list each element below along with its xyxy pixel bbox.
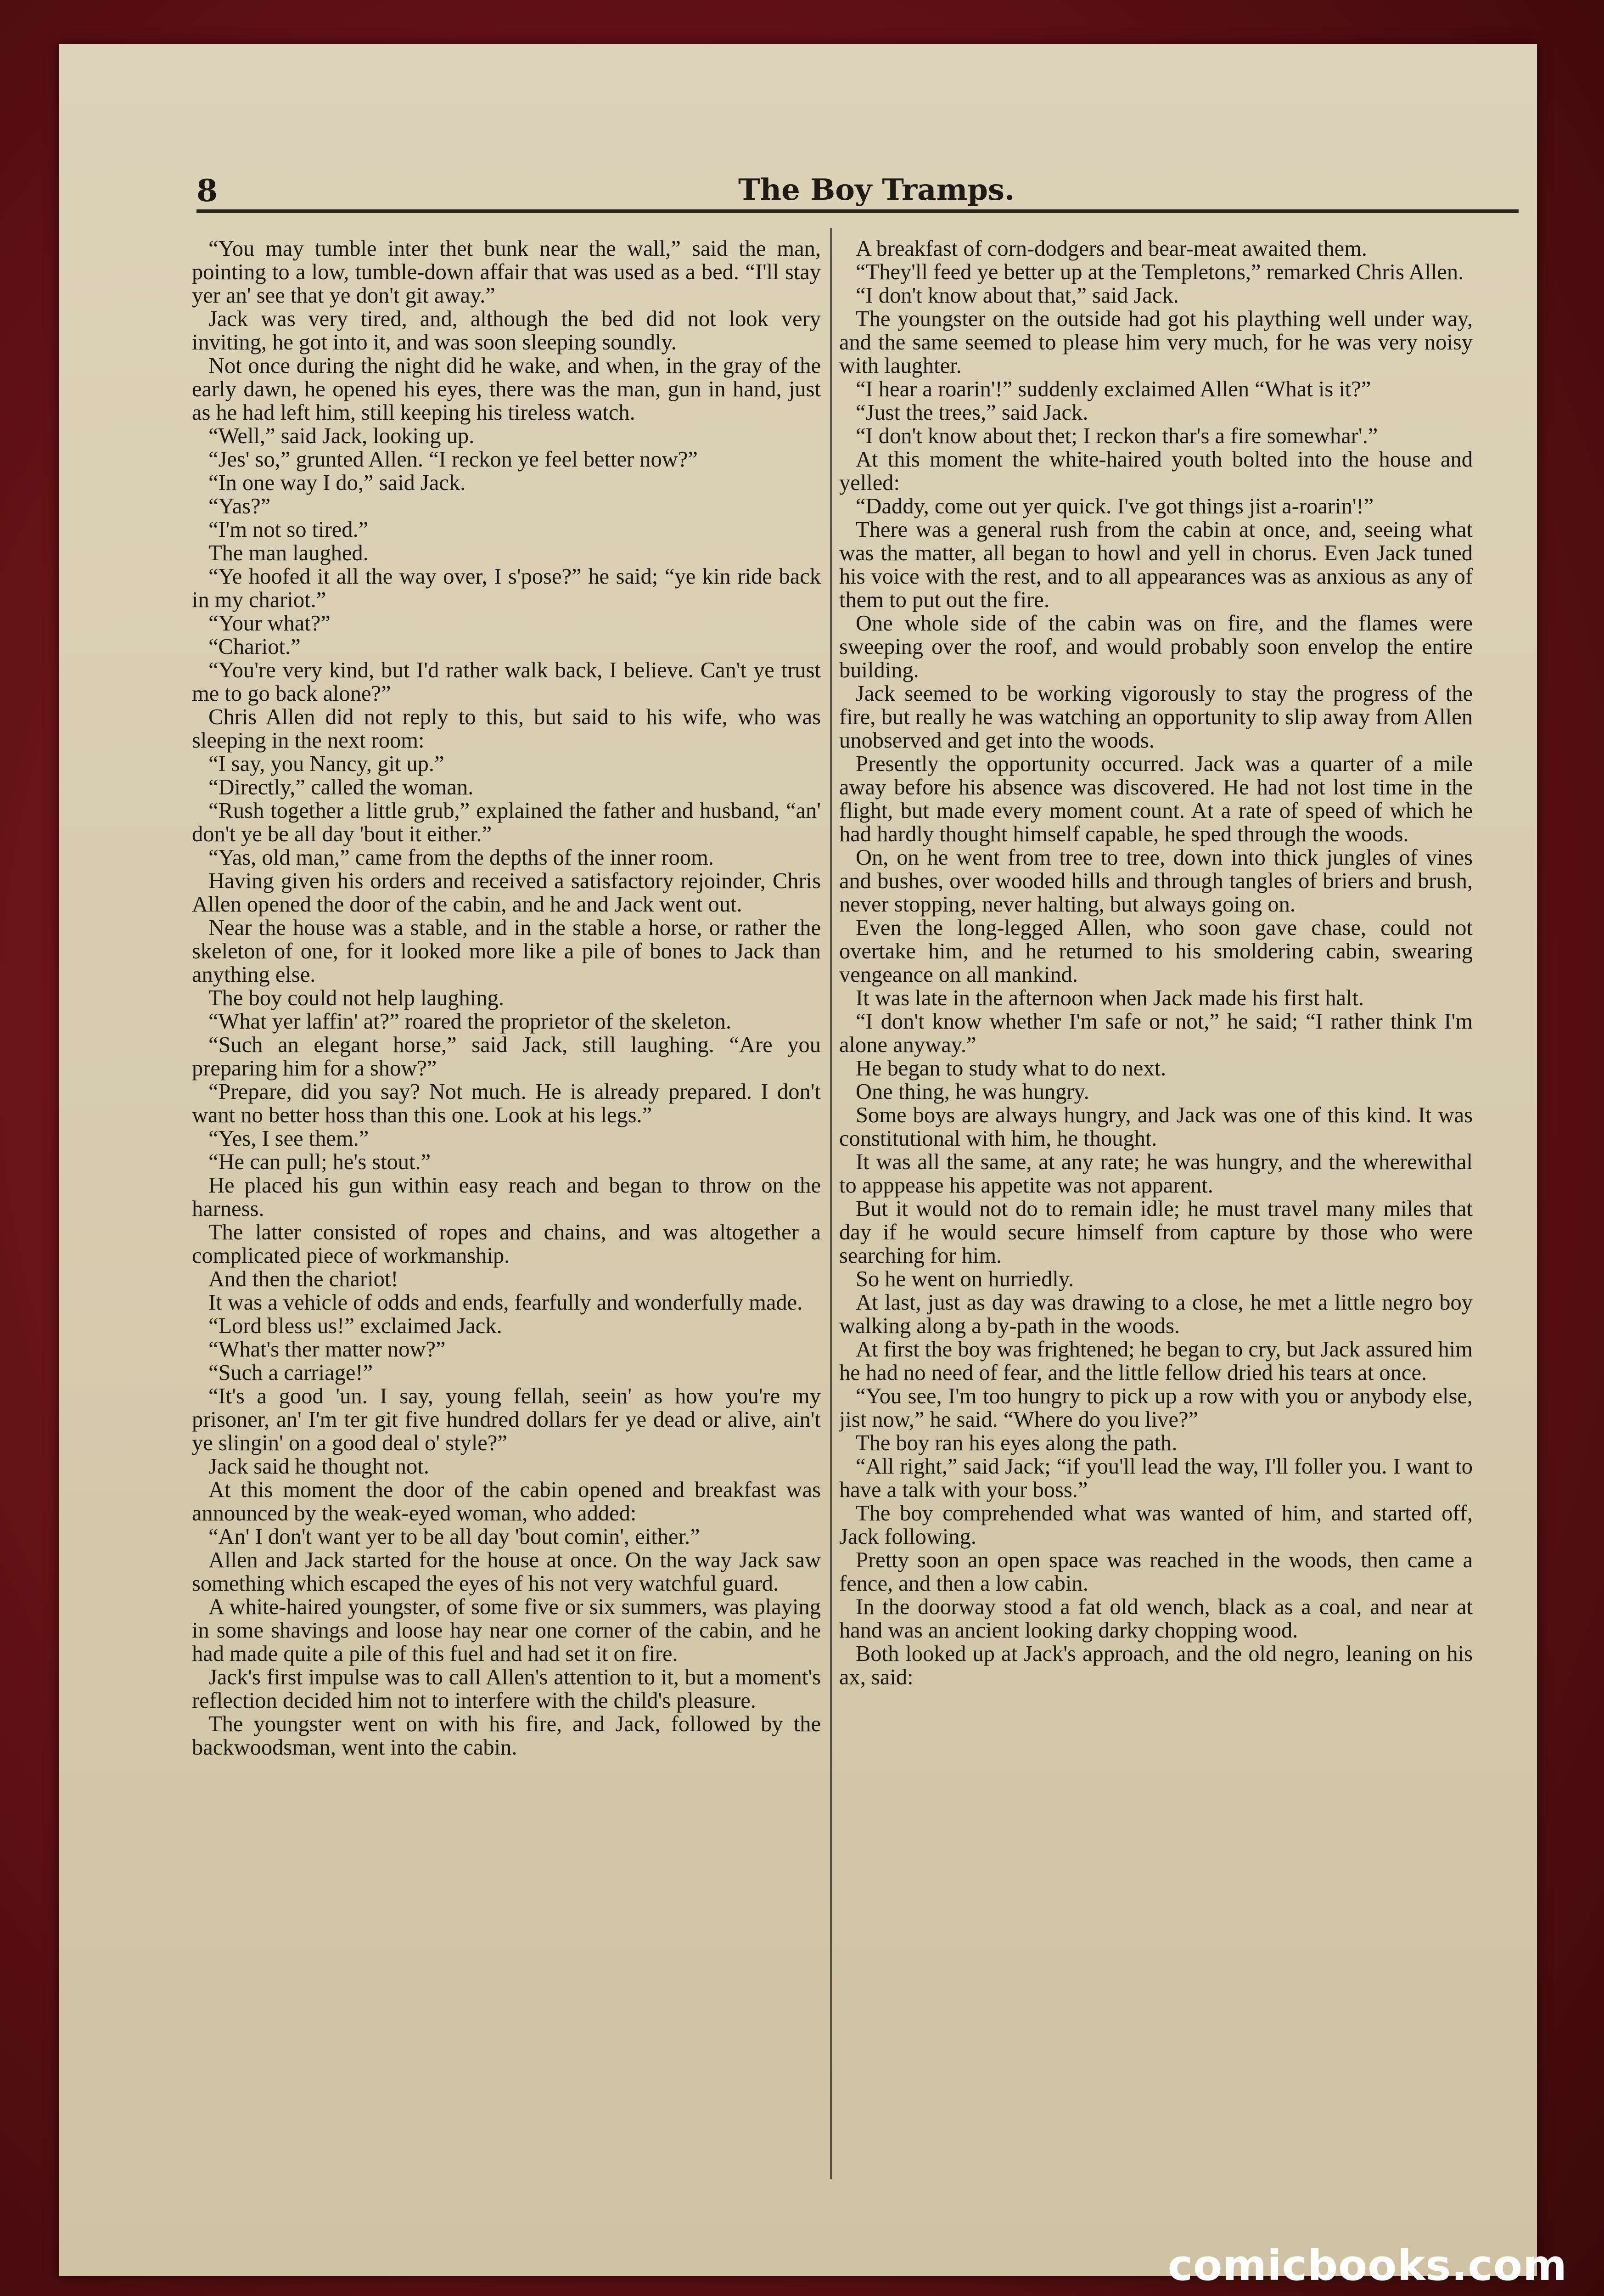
paragraph: Presently the opportunity occurred. Jack was a quarter of a mile away before his absence was discovered. He had not lost time in the flight, but made every moment count. At a rate of speed of which he had hardly thought himself capable, he sped through the woods. <box>839 752 1473 846</box>
paragraph: The boy comprehended what was wanted of him, and started off, Jack following. <box>839 1501 1473 1549</box>
paragraph: On, on he went from tree to tree, down into thick jungles of vines and bushes, over wooded hills and through tangles of briers and brush, never stopping, never halting, but always going on. <box>839 845 1473 917</box>
paragraph: Near the house was a stable, and in the stable a horse, or rather the skeleton of one, for it looked more like a pile of bones to Jack than anything else. <box>192 916 821 987</box>
paragraph: Jack said he thought not. <box>208 1454 429 1479</box>
paragraph: He began to study what to do next. <box>856 1056 1167 1080</box>
paragraph: A white-haired youngster, of some five or six summers, was playing in some shavings and loose hay near one corner of the cabin, and he had made quite a pile of this fuel and had set it on fire. <box>192 1595 821 1666</box>
paragraph: “Ye hoofed it all the way over, I s'pose?” he said; “ye kin ride back in my chariot.” <box>192 564 821 612</box>
paragraph: But it would not do to remain idle; he must travel many miles that day if he would secure himself from capture by those who were searching for him. <box>839 1197 1473 1268</box>
paragraph: “In one way I do,” said Jack. <box>208 471 466 495</box>
paragraph: It was all the same, at any rate; he was hungry, and the wherewithal to apppease his appetite was not apparent. <box>839 1150 1473 1198</box>
paragraph: “Lord bless us!” exclaimed Jack. <box>208 1314 502 1338</box>
paragraph: The boy could not help laughing. <box>208 986 504 1010</box>
paragraph: “Such an elegant horse,” said Jack, still laughing. “Are you preparing him for a show?” <box>192 1033 821 1080</box>
left-column <box>192 237 821 2221</box>
paragraph: “I don't know about thet; I reckon thar's a fire somewhar'.” <box>856 424 1378 448</box>
right-column <box>839 237 1473 2221</box>
paragraph: Some boys are always hungry, and Jack was one of this kind. It was constitutional with him, he thought. <box>839 1103 1473 1151</box>
paragraph: Even the long-legged Allen, who soon gave chase, could not overtake him, and he returned to his smoldering cabin, swearing vengeance on all mankind. <box>839 916 1473 987</box>
paragraph: He placed his gun within easy reach and began to throw on the harness. <box>192 1173 821 1221</box>
paragraph: “Your what?” <box>208 611 331 636</box>
paragraph: In the doorway stood a fat old wench, black as a coal, and near at hand was an ancient looking darky chopping wood. <box>839 1595 1473 1643</box>
paragraph: So he went on hurriedly. <box>856 1267 1074 1291</box>
column-divider <box>830 228 832 2179</box>
paragraph: “You may tumble inter thet bunk near the wall,” said the man, pointing to a low, tumble-down affair that was used as a bed. “I'll stay yer an' see that ye don't git away.” <box>192 237 821 308</box>
paragraph: At last, just as day was drawing to a close, he met a little negro boy walking along a by-path in the woods. <box>839 1290 1473 1338</box>
paragraph: “Jes' so,” grunted Allen. “I reckon ye feel better now?” <box>208 447 698 472</box>
paragraph: It was a vehicle of odds and ends, fearfully and wonderfully made. <box>208 1290 803 1315</box>
paragraph: Allen and Jack started for the house at once. On the way Jack saw something which escaped the eyes of his not very watchful guard. <box>192 1548 821 1596</box>
paragraph: “Yas?” <box>208 494 271 518</box>
paragraph: “I don't know whether I'm safe or not,” he said; “I rather think I'm alone anyway.” <box>839 1009 1473 1057</box>
paragraph: A breakfast of corn-dodgers and bear-meat awaited them. <box>856 237 1368 261</box>
paragraph: Jack's first impulse was to call Allen's attention to it, but a moment's reflection decided him not to interfere with the child's pleasure. <box>192 1665 821 1713</box>
paragraph: There was a general rush from the cabin at once, and, seeing what was the matter, all began to howl and yell in chorus. Even Jack tuned his voice with the rest, and to all appearances was as anxious as any of them to put out the fire. <box>839 518 1473 612</box>
paragraph: “Such a carriage!” <box>208 1361 373 1385</box>
paragraph: One whole side of the cabin was on fire, and the flames were sweeping over the roof, and would probably soon envelop the entire building. <box>839 611 1473 682</box>
paragraph: Jack seemed to be working vigorously to stay the progress of the fire, but really he was watching an opportunity to slip away from Allen unobserved and get into the woods. <box>839 681 1473 753</box>
paragraph: It was late in the afternoon when Jack made his first halt. <box>856 986 1364 1010</box>
paragraph: The latter consisted of ropes and chains, and was altogether a complicated piece of workmanship. <box>192 1220 821 1268</box>
paragraph: At this moment the door of the cabin opened and breakfast was announced by the weak-eyed woman, who added: <box>192 1478 821 1525</box>
watermark-text: comicbooks.com <box>1167 2241 1567 2290</box>
paragraph: At first the boy was frightened; he began to cry, but Jack assured him he had no need of fear, and the little fellow dried his tears at once. <box>839 1337 1473 1385</box>
paragraph: “What yer laffin' at?” roared the proprietor of the skeleton. <box>208 1009 731 1034</box>
paragraph: “An' I don't want yer to be all day 'bout comin', either.” <box>208 1525 700 1549</box>
page-header <box>196 154 1528 246</box>
paragraph: The youngster on the outside had got his plaything well under way, and the same seemed to please him very much, for he was very noisy with laughter. <box>839 307 1473 378</box>
paragraph: “He can pull; he's stout.” <box>208 1150 431 1174</box>
paragraph: “What's ther matter now?” <box>208 1337 446 1362</box>
header-rule <box>196 209 1519 213</box>
paragraph: “Chariot.” <box>208 635 301 659</box>
paragraph: “All right,” said Jack; “if you'll lead the way, I'll foller you. I want to have a talk with your boss.” <box>839 1454 1473 1502</box>
paragraph: Both looked up at Jack's approach, and the old negro, leaning on his ax, said: <box>839 1642 1473 1689</box>
paragraph: Jack was very tired, and, although the bed did not look very inviting, he got into it, and was soon sleeping soundly. <box>192 307 821 355</box>
paragraph: “I say, you Nancy, git up.” <box>208 752 444 776</box>
paragraph: “Yes, I see them.” <box>208 1126 369 1151</box>
paragraph: Having given his orders and received a satisfactory rejoinder, Chris Allen opened the door of the cabin, and he and Jack went out. <box>192 869 821 917</box>
paragraph: “Yas, old man,” came from the depths of the inner room. <box>208 845 714 870</box>
paragraph: “You see, I'm too hungry to pick up a row with you or anybody else, jist now,” he said. “Where do you live?” <box>839 1384 1473 1432</box>
paragraph: “It's a good 'un. I say, young fellah, seein' as how you're my prisoner, an' I'm ter git five hundred dollars fer ye dead or alive, ain't ye slingin' on a good deal o' style?” <box>192 1384 821 1455</box>
paragraph: “Rush together a little grub,” explained the father and husband, “an' don't ye be all day 'bout it either.” <box>192 799 821 846</box>
paragraph: Not once during the night did he wake, and when, in the gray of the early dawn, he opened his eyes, there was the man, gun in hand, just as he had left him, still keeping his tireless watch. <box>192 354 821 425</box>
paragraph: “They'll feed ye better up at the Templetons,” remarked Chris Allen. <box>856 260 1464 284</box>
paragraph: Pretty soon an open space was reached in the woods, then came a fence, and then a low cabin. <box>839 1548 1473 1596</box>
paragraph: “Just the trees,” said Jack. <box>856 400 1088 425</box>
paragraph: “I'm not so tired.” <box>208 518 369 542</box>
paragraph: Chris Allen did not reply to this, but said to his wife, who was sleeping in the next room: <box>192 705 821 753</box>
magazine-page <box>59 44 1537 2276</box>
paragraph: And then the chariot! <box>208 1267 398 1291</box>
paragraph: One thing, he was hungry. <box>856 1080 1089 1104</box>
paragraph: “You're very kind, but I'd rather walk back, I believe. Can't ye trust me to go back alone?” <box>192 658 821 706</box>
paragraph: “I hear a roarin'!” suddenly exclaimed Allen “What is it?” <box>856 377 1371 401</box>
paragraph: The man laughed. <box>208 541 369 565</box>
paragraph: The youngster went on with his fire, and Jack, followed by the backwoodsman, went into the cabin. <box>192 1712 821 1760</box>
page-number: 8 <box>196 173 218 208</box>
paragraph: “Daddy, come out yer quick. I've got things jist a-roarin'!” <box>856 494 1374 518</box>
running-title: The Boy Tramps. <box>738 173 1015 207</box>
paragraph: “I don't know about that,” said Jack. <box>856 283 1179 308</box>
paragraph: At this moment the white-haired youth bolted into the house and yelled: <box>839 447 1473 495</box>
paragraph: “Directly,” called the woman. <box>208 775 474 799</box>
paragraph: “Prepare, did you say? Not much. He is already prepared. I don't want no better hoss than this one. Look at his legs.” <box>192 1080 821 1127</box>
paragraph: “Well,” said Jack, looking up. <box>208 424 475 448</box>
paragraph: The boy ran his eyes along the path. <box>856 1431 1178 1455</box>
